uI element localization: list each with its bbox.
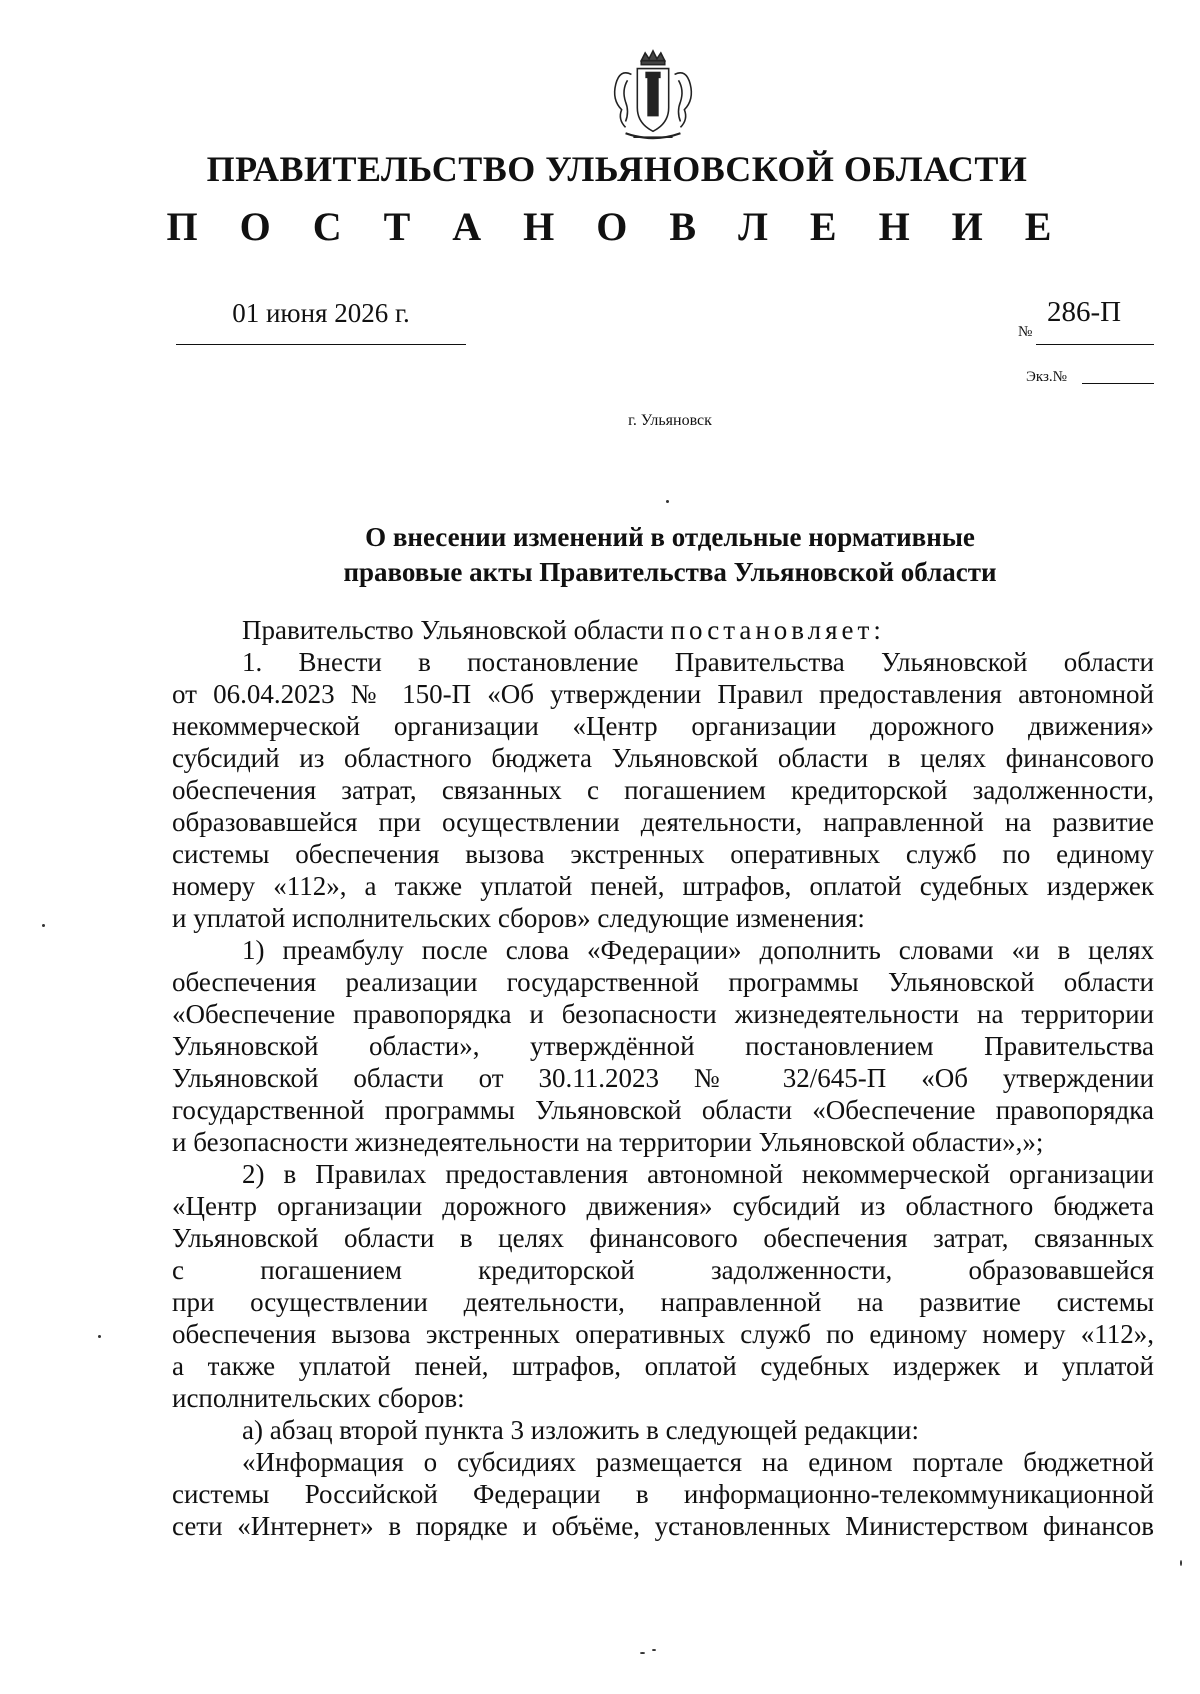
scan-speck — [42, 924, 45, 927]
scan-speck — [652, 1649, 656, 1651]
body-line: субсидий из областного бюджета Ульяновской области в целях финансового — [172, 743, 1154, 773]
copy-number-underline — [1082, 383, 1154, 384]
number-label: № — [1018, 324, 1033, 340]
scan-speck — [640, 1652, 645, 1654]
body-line: системы Российской Федерации в информационно-телекоммуникационной — [172, 1479, 1154, 1509]
body-line: при осуществлении деятельности, направленной на развитие системы — [172, 1287, 1154, 1317]
body-line: 1. Внести в постановление Правительства Ульяновской области — [242, 647, 1154, 677]
body-line: государственной программы Ульяновской области «Обеспечение правопорядка — [172, 1095, 1154, 1125]
body-line: а) абзац второй пункта 3 изложить в следующей редакции: — [242, 1415, 919, 1445]
body-intro — [172, 614, 1154, 646]
body-line: обеспечения затрат, связанных с погашением кредиторской задолженности, — [172, 775, 1154, 805]
body-line: системы обеспечения вызова экстренных оперативных служб по единому — [172, 839, 1154, 869]
body-line: Ульяновской области в целях финансового обеспечения затрат, связанных — [172, 1223, 1154, 1253]
body-line: 2) в Правилах предоставления автономной некоммерческой организации — [242, 1159, 1154, 1189]
body-line: «Информация о субсидиях размещается на едином портале бюджетной — [242, 1447, 1154, 1477]
body-line: обеспечения вызова экстренных оперативных служб по единому номеру «112», — [172, 1319, 1154, 1349]
body-line: с погашением кредиторской задолженности, образовавшейся — [172, 1255, 1154, 1285]
document-subject — [0, 520, 1200, 590]
document-type-title: П О С Т А Н О В Л Е Н И Е — [166, 204, 1068, 249]
intro-spaced-word: постановляет: — [670, 615, 885, 645]
body-line: Ульяновской области от 30.11.2023 № 32/645-П «Об утверждении — [172, 1063, 1154, 1093]
organization-title: ПРАВИТЕЛЬСТВО УЛЬЯНОВСКОЙ ОБЛАСТИ — [206, 149, 1028, 189]
number-underline — [1036, 344, 1154, 345]
coat-of-arms-emblem — [604, 46, 702, 146]
copy-number-label: Экз.№ — [1026, 369, 1067, 385]
document-date: 01 июня 2026 г. — [232, 298, 410, 328]
body-line: Ульяновской области», утверждённой постановлением Правительства — [172, 1031, 1154, 1061]
scan-speck — [98, 1335, 101, 1338]
body-line: исполнительских сборов: — [172, 1383, 465, 1413]
body-line: сети «Интернет» в порядке и объёме, установленных Министерством финансов — [172, 1511, 1154, 1541]
scan-speck — [1180, 1560, 1182, 1566]
scan-speck — [666, 500, 669, 503]
body-line: и уплатой исполнительских сборов» следующие изменения: — [172, 903, 865, 933]
document-number: 286-П — [1046, 296, 1122, 328]
body-line: образовавшейся при осуществлении деятельности, направленной на развитие — [172, 807, 1154, 837]
body-line: и безопасности жизнедеятельности на территории Ульяновской области»,»; — [172, 1127, 1044, 1157]
date-underline — [176, 344, 466, 345]
body-line: от 06.04.2023 № 150-П «Об утверждении Правил предоставления автономной — [172, 679, 1154, 709]
body-line: некоммерческой организации «Центр организации дорожного движения» — [172, 711, 1154, 741]
body-line: «Обеспечение правопорядка и безопасности жизнедеятельности на территории — [172, 999, 1154, 1029]
document-body — [172, 614, 1154, 1542]
intro-text: Правительство Ульяновской области — [242, 615, 671, 645]
body-line: «Центр организации дорожного движения» субсидий из областного бюджета — [172, 1191, 1154, 1221]
body-line: а также уплатой пеней, штрафов, оплатой судебных издержек и уплатой — [172, 1351, 1154, 1381]
subject-line: правовые акты Правительства Ульяновской области — [343, 557, 997, 587]
city-name: г. Ульяновск — [628, 412, 712, 429]
body-line: обеспечения реализации государственной программы Ульяновской области — [172, 967, 1154, 997]
subject-line: О внесении изменений в отдельные нормативные — [365, 522, 975, 552]
body-line: номеру «112», а также уплатой пеней, штрафов, оплатой судебных издержек — [172, 871, 1154, 901]
body-line: 1) преамбулу после слова «Федерации» дополнить словами «и в целях — [242, 935, 1154, 965]
